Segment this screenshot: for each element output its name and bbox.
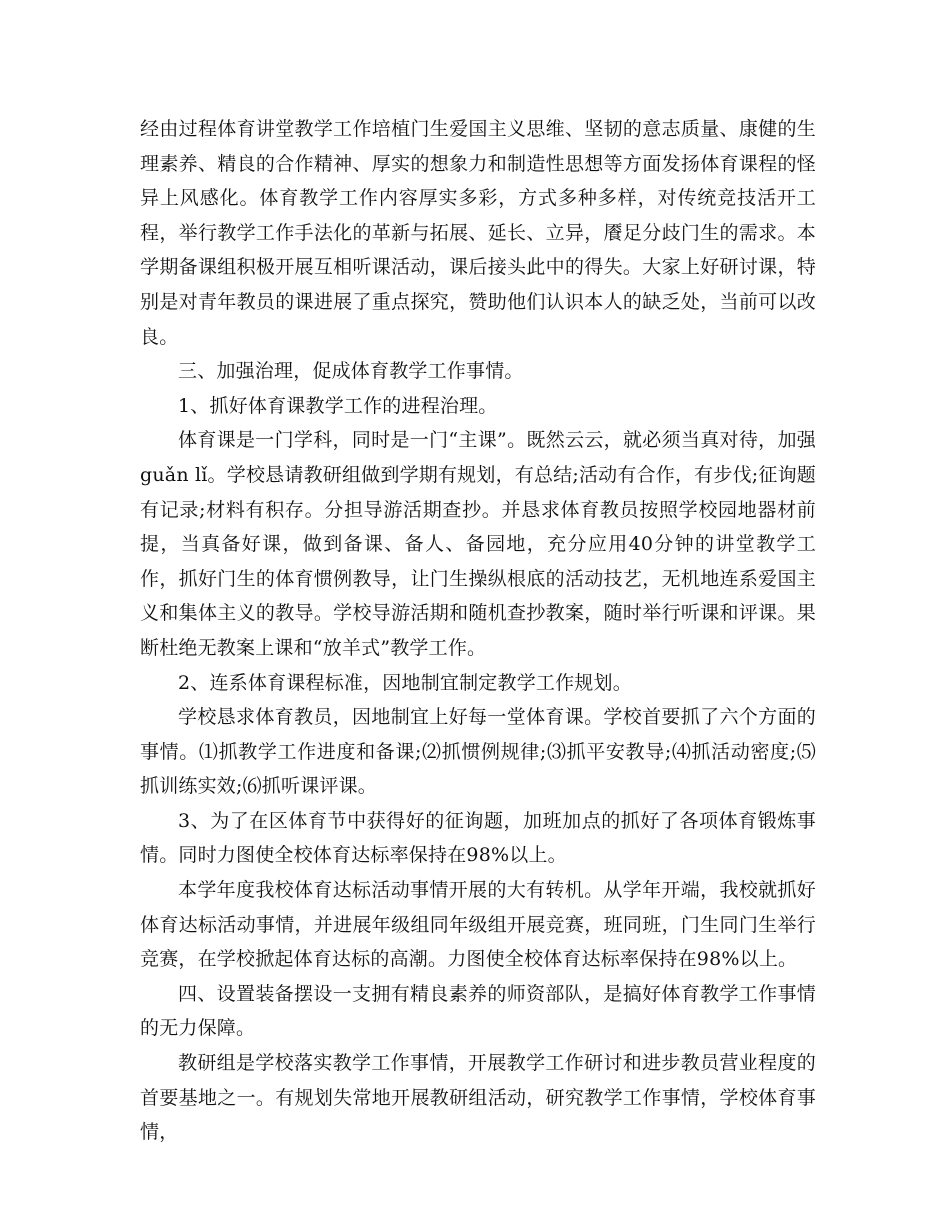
paragraph-1: 经由过程体育讲堂教学工作培植门生爱国主义思维、坚韧的意志质量、康健的生理素养、精良的合作精神、厚实的想象力和制造性思想等方面发扬体育课程的怪异上风感化。体育教学工作内容厚实多彩，方式多种多样，对传统竞技活开工程，举行教学工作手法化的革新与拓展、延长、立异，餍足分歧门生的需求。本学期备课组积极开展互相听课活动，课后接头此中的得失。大家上好研讨课，特别是对青年教员的课进展了重点探究，赞助他们认识本人的缺乏处，当前可以改良。 (140, 118, 816, 348)
subheading-1: 1、抓好体育课教学工作的进程治理。 (178, 394, 498, 417)
document-page (140, 112, 816, 1150)
section-heading-3: 三、加强治理，促成体育教学工作事情。 (178, 360, 524, 383)
paragraph-research-group: 教研组是学校落实教学工作事情，开展教学工作研讨和进步教员营业程度的首要基地之一。有规划失常地开展教研组活动，研究教学工作事情，学校体育事情， (140, 1052, 816, 1144)
paragraph-six-aspects: 学校恳求体育教员，因地制宜上好每一堂体育课。学校首要抓了六个方面的事情。⑴抓教学工作进度和备课;⑵抓惯例规律;⑶抓平安教导;⑷抓活动密度;⑸抓训练实效;⑹抓听课评课。 (140, 706, 816, 798)
section-heading-4: 四、设置装备摆设一支拥有精良素养的师资部队，是搞好体育教学工作事情的无力保障。 (140, 982, 816, 1040)
paragraph-sports-festival: 3、为了在区体育节中获得好的征询题，加班加点的抓好了各项体育锻炼事情。同时力图使全校体育达标率保持在98%以上。 (140, 809, 816, 867)
subheading-2: 2、连系体育课程标准，因地制宜制定教学工作规划。 (178, 671, 632, 694)
paragraph-pe-class: 体育课是一门学科，同时是一门“主课”。既然云云，就必须当真对待，加强guǎn lǐ。学校恳请教研组做到学期有规划，有总结;活动有合作，有步伐;征询题有记录;材料有积存。分担导游活期查抄。并恳求体育教员按照学校园地器材前提，当真备好课，做到备课、备人、备园地，充分应用40分钟的讲堂教学工作，抓好门生的体育惯例教导，让门生操纵根底的活动技艺，无机地连系爱国主义和集体主义的教导。学校导游活期和随机查抄教案，随时举行听课和评课。果断杜绝无教案上课和“放羊式”教学工作。 (140, 429, 816, 659)
paragraph-standards: 本学年度我校体育达标活动事情开展的大有转机。从学年开端，我校就抓好体育达标活动事情，并进展年级组同年级组开展竞赛，班同班，门生同门生举行竞赛，在学校掀起体育达标的高潮。力图使全校体育达标率保持在98%以上。 (140, 879, 816, 971)
